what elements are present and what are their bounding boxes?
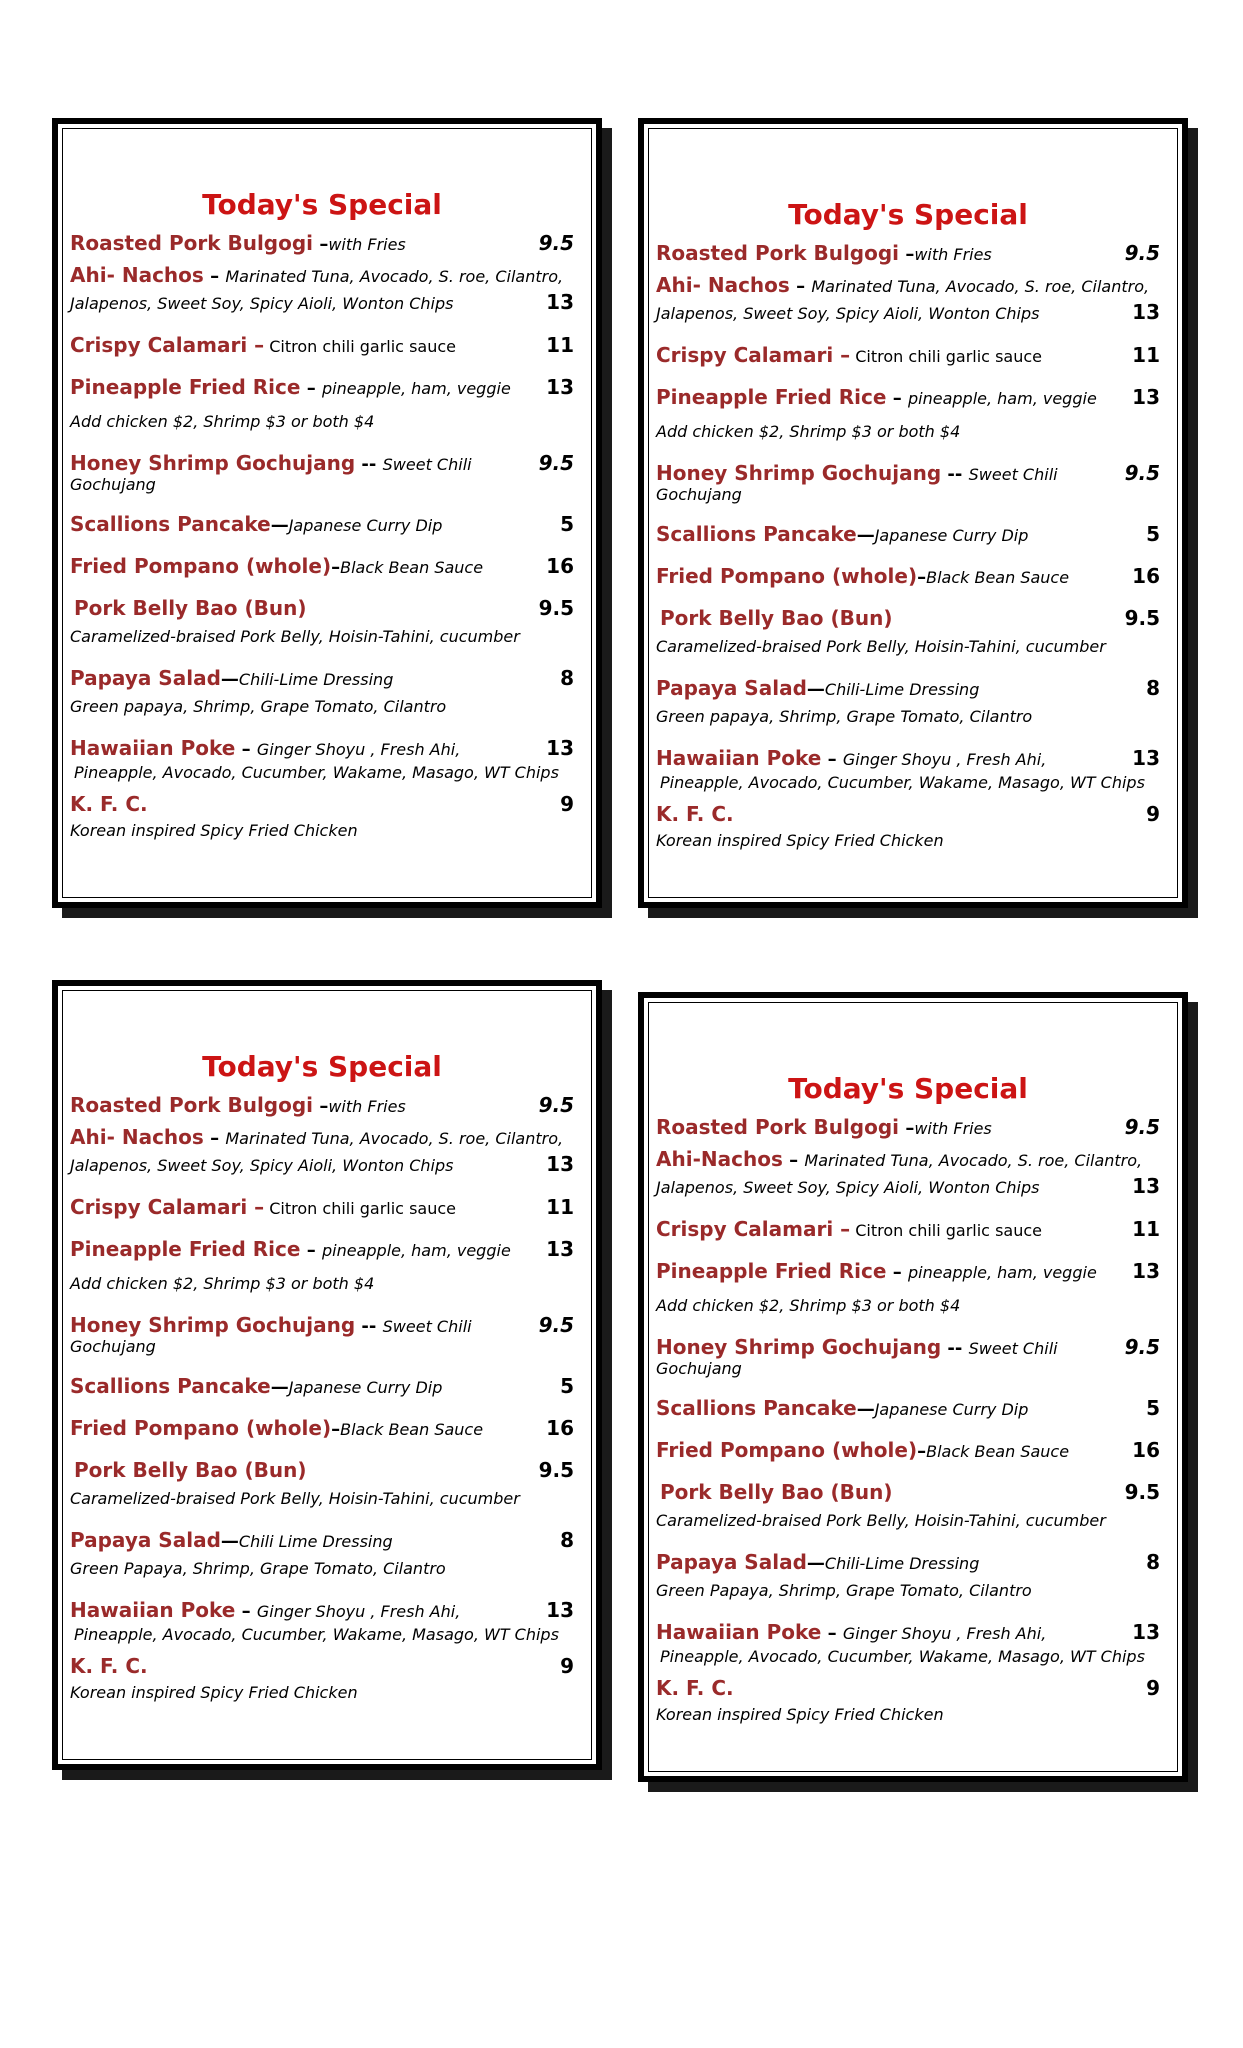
item-description: Marinated Tuna, Avocado, S. roe, Cilantro, bbox=[225, 267, 564, 286]
item-price: 16 bbox=[1132, 1438, 1160, 1462]
item-description: Citron chili garlic sauce bbox=[264, 337, 456, 356]
item-description-line2: Jalapenos, Sweet Soy, Spicy Aioli, Wonton Chips bbox=[70, 294, 454, 313]
item-description: Ginger Shoyu , Fresh Ahi, bbox=[842, 750, 1047, 769]
item-description-line2: Jalapenos, Sweet Soy, Spicy Aioli, Wonton Chips bbox=[656, 1178, 1040, 1197]
item-price: 9.5 bbox=[538, 596, 574, 620]
item-name: Ahi- Nachos bbox=[656, 273, 790, 297]
item-dash: – bbox=[331, 557, 341, 578]
menu-item-papaya bbox=[656, 676, 1160, 728]
item-name: Pork Belly Bao (Bun) bbox=[660, 606, 893, 630]
menu-item-fried-rice bbox=[656, 385, 1160, 443]
item-description: pineapple, ham, veggie bbox=[322, 379, 511, 398]
item-description: Marinated Tuna, Avocado, S. roe, Cilantro, bbox=[804, 1151, 1143, 1170]
item-dash: — bbox=[220, 669, 239, 690]
item-name: K. F. C. bbox=[656, 802, 734, 826]
menu-item-pancake bbox=[70, 512, 574, 536]
item-price: 11 bbox=[546, 333, 574, 357]
menu-title: Today's Special bbox=[202, 188, 442, 221]
menu-item-pompano bbox=[70, 1416, 574, 1440]
item-description: Sweet Chili Gochujang bbox=[656, 1339, 1058, 1378]
item-description-line2: Green papaya, Shrimp, Grape Tomato, Cilantro bbox=[656, 707, 1033, 726]
menu-item-bao bbox=[70, 596, 574, 648]
menu-content bbox=[70, 1050, 574, 1704]
item-price: 13 bbox=[1132, 300, 1160, 324]
item-description-line2: Jalapenos, Sweet Soy, Spicy Aioli, Wonton Chips bbox=[656, 304, 1040, 323]
item-price: 13 bbox=[546, 1237, 574, 1261]
item-name: Pork Belly Bao (Bun) bbox=[74, 1458, 307, 1482]
item-name: Roasted Pork Bulgogi bbox=[656, 1115, 900, 1139]
item-name: K. F. C. bbox=[70, 792, 148, 816]
menu-item-fried-rice bbox=[70, 375, 574, 433]
item-name: Hawaiian Poke bbox=[656, 1620, 822, 1644]
menu-item-calamari bbox=[656, 343, 1160, 367]
item-description: Korean inspired Spicy Fried Chicken bbox=[656, 1705, 944, 1724]
item-note: Add chicken $2, Shrimp $3 or both $4 bbox=[70, 412, 375, 431]
item-description: Korean inspired Spicy Fried Chicken bbox=[70, 821, 358, 840]
item-description: Sweet Chili Gochujang bbox=[656, 465, 1058, 504]
menu-card-top-left bbox=[52, 118, 602, 908]
menu-item-pancake bbox=[656, 522, 1160, 546]
item-name: Pineapple Fried Rice bbox=[70, 1237, 301, 1261]
item-price: 9.5 bbox=[538, 1458, 574, 1482]
item-price: 9 bbox=[1146, 1676, 1160, 1700]
item-dash: – bbox=[300, 1240, 322, 1261]
menu-item-papaya bbox=[656, 1550, 1160, 1602]
card-frame bbox=[52, 118, 602, 908]
item-dash: – bbox=[331, 1419, 341, 1440]
item-name: Fried Pompano (whole) bbox=[70, 554, 332, 578]
item-dash: -- bbox=[355, 454, 383, 475]
item-name: K. F. C. bbox=[70, 1654, 148, 1678]
item-price: 9 bbox=[1146, 802, 1160, 826]
item-price: 9.5 bbox=[1124, 1115, 1160, 1139]
item-dash: -- bbox=[941, 1338, 969, 1359]
item-price: 16 bbox=[546, 1416, 574, 1440]
menu-item-bulgogi bbox=[656, 241, 1160, 265]
item-name: Hawaiian Poke bbox=[70, 736, 236, 760]
item-price: 13 bbox=[546, 375, 574, 399]
item-price: 9.5 bbox=[1124, 461, 1160, 485]
item-description: Black Bean Sauce bbox=[926, 568, 1070, 587]
item-description: Ginger Shoyu , Fresh Ahi, bbox=[256, 1602, 461, 1621]
item-dash: — bbox=[806, 679, 825, 700]
item-dash: – bbox=[886, 388, 908, 409]
item-description: pineapple, ham, veggie bbox=[908, 389, 1097, 408]
item-description: with Fries bbox=[914, 1119, 992, 1138]
item-price: 11 bbox=[546, 1195, 574, 1219]
item-description: Korean inspired Spicy Fried Chicken bbox=[656, 831, 944, 850]
item-name: Fried Pompano (whole) bbox=[70, 1416, 332, 1440]
item-name: Fried Pompano (whole) bbox=[656, 564, 918, 588]
menu-item-nachos bbox=[656, 1147, 1160, 1199]
item-name: Honey Shrimp Gochujang bbox=[656, 1335, 942, 1359]
item-note: Add chicken $2, Shrimp $3 or both $4 bbox=[656, 422, 961, 441]
menu-item-pancake bbox=[656, 1396, 1160, 1420]
item-description-line2: Green Papaya, Shrimp, Grape Tomato, Cilantro bbox=[70, 1559, 446, 1578]
item-description: Sweet Chili Gochujang bbox=[70, 1317, 472, 1356]
card-frame bbox=[638, 118, 1188, 908]
item-description: Caramelized-braised Pork Belly, Hoisin-Tahini, cucumber bbox=[656, 637, 1106, 656]
item-dash: — bbox=[806, 1553, 825, 1574]
item-price: 9 bbox=[560, 1654, 574, 1678]
item-name: Pineapple Fried Rice bbox=[656, 1259, 887, 1283]
item-description: Caramelized-braised Pork Belly, Hoisin-Tahini, cucumber bbox=[656, 1511, 1106, 1530]
menu-item-poke bbox=[70, 1598, 574, 1646]
item-description: Citron chili garlic sauce bbox=[850, 1221, 1042, 1240]
item-description: Sweet Chili Gochujang bbox=[70, 455, 472, 494]
menu-item-kfc bbox=[70, 1654, 574, 1704]
item-price: 5 bbox=[1146, 1396, 1160, 1420]
item-dash: — bbox=[270, 1377, 289, 1398]
menu-item-honey-shrimp bbox=[656, 461, 1160, 504]
menu-item-papaya bbox=[70, 666, 574, 718]
item-description-line2: Pineapple, Avocado, Cucumber, Wakame, Masago, WT Chips bbox=[660, 1647, 1145, 1666]
menu-title: Today's Special bbox=[202, 1050, 442, 1083]
menu-item-kfc bbox=[656, 1676, 1160, 1726]
menu-item-nachos bbox=[656, 273, 1160, 325]
item-price: 8 bbox=[1146, 1550, 1160, 1574]
item-price: 5 bbox=[560, 512, 574, 536]
item-name: Scallions Pancake bbox=[656, 1396, 857, 1420]
item-price: 9 bbox=[560, 792, 574, 816]
menu-item-pancake bbox=[70, 1374, 574, 1398]
menu-item-bao bbox=[70, 1458, 574, 1510]
menu-item-bao bbox=[656, 1480, 1160, 1532]
item-dash: – bbox=[313, 1096, 329, 1117]
item-name: Scallions Pancake bbox=[656, 522, 857, 546]
item-name: Fried Pompano (whole) bbox=[656, 1438, 918, 1462]
menu-item-calamari bbox=[70, 333, 574, 357]
item-dash: – bbox=[782, 1150, 805, 1171]
item-dash: – bbox=[300, 378, 322, 399]
item-dash: – bbox=[899, 1118, 915, 1139]
item-dash: – bbox=[899, 244, 915, 265]
menu-item-honey-shrimp bbox=[70, 1313, 574, 1356]
item-description: Caramelized-braised Pork Belly, Hoisin-Tahini, cucumber bbox=[70, 1489, 520, 1508]
menu-item-fried-rice bbox=[70, 1237, 574, 1295]
menu-item-pompano bbox=[656, 564, 1160, 588]
item-name: Crispy Calamari – bbox=[70, 1195, 265, 1219]
menu-item-bulgogi bbox=[656, 1115, 1160, 1139]
item-dash: – bbox=[917, 1441, 927, 1462]
item-name: Pork Belly Bao (Bun) bbox=[660, 1480, 893, 1504]
item-price: 9.5 bbox=[1124, 241, 1160, 265]
item-price: 8 bbox=[1146, 676, 1160, 700]
item-dash: — bbox=[856, 1399, 875, 1420]
item-price: 9.5 bbox=[538, 451, 574, 475]
item-name: Hawaiian Poke bbox=[70, 1598, 236, 1622]
item-description: Japanese Curry Dip bbox=[874, 526, 1029, 545]
item-price: 13 bbox=[1132, 1174, 1160, 1198]
item-note: Add chicken $2, Shrimp $3 or both $4 bbox=[656, 1296, 961, 1315]
menu-item-calamari bbox=[656, 1217, 1160, 1241]
menu-item-papaya bbox=[70, 1528, 574, 1580]
card-frame bbox=[638, 992, 1188, 1782]
item-dash: – bbox=[235, 739, 257, 760]
card-frame bbox=[52, 980, 602, 1770]
menu-item-bao bbox=[656, 606, 1160, 658]
item-name: Scallions Pancake bbox=[70, 1374, 271, 1398]
item-price: 5 bbox=[1146, 522, 1160, 546]
menu-card-bottom-left bbox=[52, 980, 602, 1770]
item-dash: – bbox=[821, 749, 843, 770]
item-description: Marinated Tuna, Avocado, S. roe, Cilantro, bbox=[225, 1129, 564, 1148]
item-description: Chili-Lime Dressing bbox=[824, 1554, 980, 1573]
item-name: Ahi- Nachos bbox=[70, 263, 204, 287]
item-description: Japanese Curry Dip bbox=[288, 516, 443, 535]
menu-item-honey-shrimp bbox=[70, 451, 574, 494]
item-price: 13 bbox=[546, 1598, 574, 1622]
item-description: Chili Lime Dressing bbox=[238, 1532, 393, 1551]
item-price: 13 bbox=[546, 290, 574, 314]
item-name: Roasted Pork Bulgogi bbox=[70, 231, 314, 255]
item-name: Papaya Salad bbox=[656, 1550, 807, 1574]
item-description: with Fries bbox=[328, 1097, 406, 1116]
item-name: Honey Shrimp Gochujang bbox=[656, 461, 942, 485]
item-price: 13 bbox=[1132, 1259, 1160, 1283]
menu-item-kfc bbox=[656, 802, 1160, 852]
item-price: 11 bbox=[1132, 1217, 1160, 1241]
menu-item-nachos bbox=[70, 263, 574, 315]
item-price: 16 bbox=[546, 554, 574, 578]
item-description: Black Bean Sauce bbox=[926, 1442, 1070, 1461]
item-description: Japanese Curry Dip bbox=[288, 1378, 443, 1397]
item-description: Black Bean Sauce bbox=[340, 558, 484, 577]
menu-title: Today's Special bbox=[788, 1072, 1028, 1105]
item-description: Citron chili garlic sauce bbox=[264, 1199, 456, 1218]
item-dash: – bbox=[203, 1128, 226, 1149]
menu-item-poke bbox=[656, 746, 1160, 794]
item-dash: — bbox=[220, 1531, 239, 1552]
item-description-line2: Green papaya, Shrimp, Grape Tomato, Cilantro bbox=[70, 697, 447, 716]
item-description: Caramelized-braised Pork Belly, Hoisin-Tahini, cucumber bbox=[70, 627, 520, 646]
item-description: Citron chili garlic sauce bbox=[850, 347, 1042, 366]
item-name: Honey Shrimp Gochujang bbox=[70, 1313, 356, 1337]
item-description: pineapple, ham, veggie bbox=[908, 1263, 1097, 1282]
item-name: Papaya Salad bbox=[70, 666, 221, 690]
item-description: Marinated Tuna, Avocado, S. roe, Cilantro, bbox=[811, 277, 1150, 296]
item-name: Pork Belly Bao (Bun) bbox=[74, 596, 307, 620]
menu-item-bulgogi bbox=[70, 1093, 574, 1117]
item-description: with Fries bbox=[328, 235, 406, 254]
item-dash: -- bbox=[941, 464, 969, 485]
item-description-line2: Green Papaya, Shrimp, Grape Tomato, Cilantro bbox=[656, 1581, 1032, 1600]
menu-item-fried-rice bbox=[656, 1259, 1160, 1317]
menu-title: Today's Special bbox=[788, 198, 1028, 231]
menu-item-calamari bbox=[70, 1195, 574, 1219]
item-name: Roasted Pork Bulgogi bbox=[656, 241, 900, 265]
item-price: 8 bbox=[560, 666, 574, 690]
item-description-line2: Pineapple, Avocado, Cucumber, Wakame, Masago, WT Chips bbox=[74, 1625, 559, 1644]
menu-item-pompano bbox=[656, 1438, 1160, 1462]
menu-item-pompano bbox=[70, 554, 574, 578]
item-price: 13 bbox=[546, 736, 574, 760]
item-description-line2: Pineapple, Avocado, Cucumber, Wakame, Masago, WT Chips bbox=[74, 763, 559, 782]
item-dash: – bbox=[235, 1601, 257, 1622]
item-price: 9.5 bbox=[538, 1093, 574, 1117]
item-name: Papaya Salad bbox=[656, 676, 807, 700]
item-name: Honey Shrimp Gochujang bbox=[70, 451, 356, 475]
menu-card-top-right bbox=[638, 118, 1188, 908]
item-description: Chili-Lime Dressing bbox=[824, 680, 980, 699]
item-description: Japanese Curry Dip bbox=[874, 1400, 1029, 1419]
menu-content bbox=[656, 198, 1160, 852]
menu-item-honey-shrimp bbox=[656, 1335, 1160, 1378]
item-dash: — bbox=[856, 525, 875, 546]
item-name: Crispy Calamari – bbox=[656, 343, 851, 367]
menu-item-poke bbox=[656, 1620, 1160, 1668]
item-dash: – bbox=[789, 276, 812, 297]
menu-content bbox=[70, 188, 574, 842]
item-note: Add chicken $2, Shrimp $3 or both $4 bbox=[70, 1274, 375, 1293]
item-price: 13 bbox=[1132, 746, 1160, 770]
item-dash: – bbox=[821, 1623, 843, 1644]
item-name: Ahi-Nachos bbox=[656, 1147, 783, 1171]
item-name: Scallions Pancake bbox=[70, 512, 271, 536]
item-price: 9.5 bbox=[1124, 1335, 1160, 1359]
item-name: Roasted Pork Bulgogi bbox=[70, 1093, 314, 1117]
item-dash: -- bbox=[355, 1316, 383, 1337]
item-description: Chili-Lime Dressing bbox=[238, 670, 394, 689]
item-description: Ginger Shoyu , Fresh Ahi, bbox=[842, 1624, 1047, 1643]
item-description: with Fries bbox=[914, 245, 992, 264]
item-name: Ahi- Nachos bbox=[70, 1125, 204, 1149]
item-price: 9.5 bbox=[538, 231, 574, 255]
item-price: 13 bbox=[1132, 1620, 1160, 1644]
item-name: K. F. C. bbox=[656, 1676, 734, 1700]
item-name: Pineapple Fried Rice bbox=[656, 385, 887, 409]
menu-content bbox=[656, 1072, 1160, 1726]
item-description: pineapple, ham, veggie bbox=[322, 1241, 511, 1260]
item-price: 9.5 bbox=[538, 1313, 574, 1337]
item-name: Hawaiian Poke bbox=[656, 746, 822, 770]
item-dash: – bbox=[917, 567, 927, 588]
item-dash: – bbox=[203, 266, 226, 287]
item-description: Black Bean Sauce bbox=[340, 1420, 484, 1439]
item-name: Papaya Salad bbox=[70, 1528, 221, 1552]
item-dash: – bbox=[313, 234, 329, 255]
item-dash: – bbox=[886, 1262, 908, 1283]
item-price: 9.5 bbox=[1124, 606, 1160, 630]
item-dash: — bbox=[270, 515, 289, 536]
item-price: 11 bbox=[1132, 343, 1160, 367]
item-name: Pineapple Fried Rice bbox=[70, 375, 301, 399]
menu-item-poke bbox=[70, 736, 574, 784]
item-price: 5 bbox=[560, 1374, 574, 1398]
menu-item-kfc bbox=[70, 792, 574, 842]
menu-card-bottom-right bbox=[638, 992, 1188, 1782]
item-description: Korean inspired Spicy Fried Chicken bbox=[70, 1683, 358, 1702]
item-price: 8 bbox=[560, 1528, 574, 1552]
item-description-line2: Pineapple, Avocado, Cucumber, Wakame, Masago, WT Chips bbox=[660, 773, 1145, 792]
item-price: 13 bbox=[546, 1152, 574, 1176]
item-price: 9.5 bbox=[1124, 1480, 1160, 1504]
item-price: 16 bbox=[1132, 564, 1160, 588]
item-name: Crispy Calamari – bbox=[656, 1217, 851, 1241]
item-name: Crispy Calamari – bbox=[70, 333, 265, 357]
item-price: 13 bbox=[1132, 385, 1160, 409]
item-description-line2: Jalapenos, Sweet Soy, Spicy Aioli, Wonton Chips bbox=[70, 1156, 454, 1175]
menu-item-nachos bbox=[70, 1125, 574, 1177]
item-description: Ginger Shoyu , Fresh Ahi, bbox=[256, 740, 461, 759]
menu-item-bulgogi bbox=[70, 231, 574, 255]
